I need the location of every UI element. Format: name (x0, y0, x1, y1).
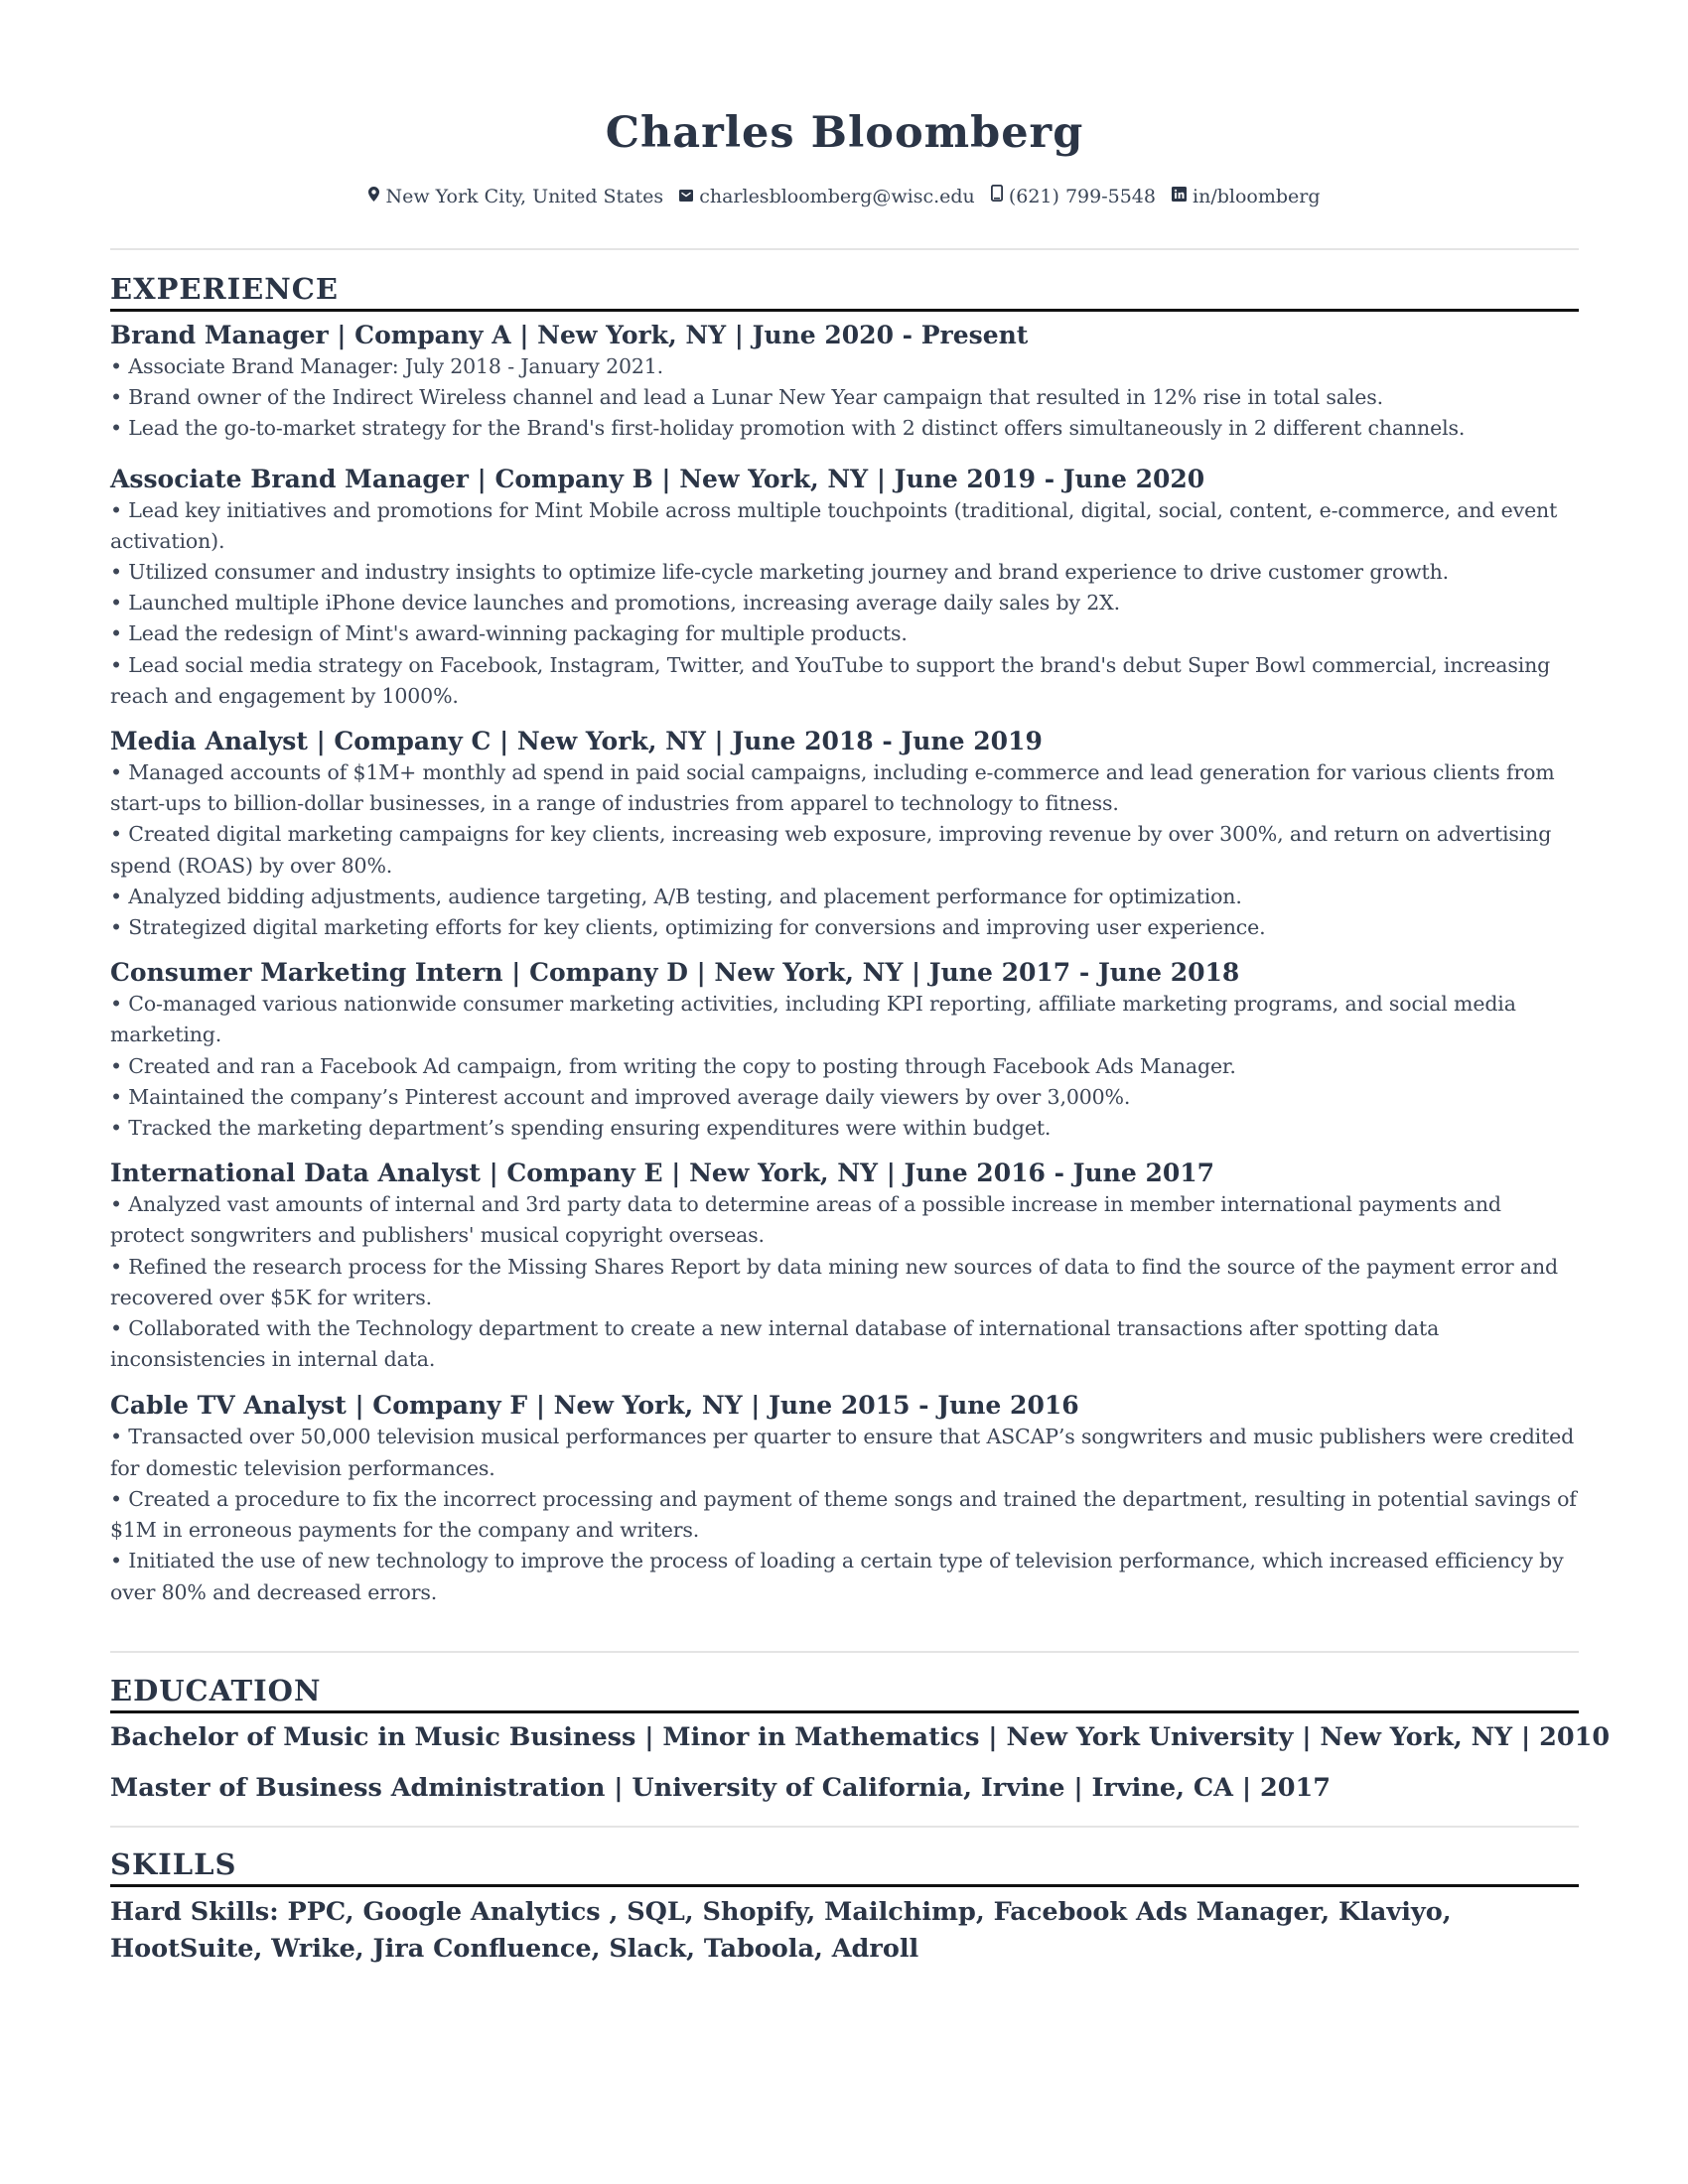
job-bullet: • Created and ran a Facebook Ad campaign, from writing the copy to posting through Facebook Ads Manager. (110, 1053, 1236, 1078)
experience-list (110, 319, 1579, 1608)
job-bullet: • Strategized digital marketing efforts for key clients, optimizing for conversions and improving user experience. (110, 915, 1266, 940)
contact-email[interactable] (679, 183, 975, 211)
job-entry (110, 956, 1579, 1144)
job-title: Associate Brand Manager | Company B | New York, NY | June 2019 - June 2020 (110, 464, 1205, 493)
job-bullet: • Lead social media strategy on Facebook, Instagram, Twitter, and YouTube to support the brand's debut Super Bowl commercial, increasing reach and engagement by 1000%. (110, 652, 1551, 708)
education-item: Master of Business Administration | University of California, Irvine | Irvine, CA | 2017 (110, 1773, 1331, 1803)
job-bullet: • Lead key initiatives and promotions for Mint Mobile across multiple touchpoints (traditional, digital, social, content, e-commerce, and event activation). (110, 497, 1558, 553)
hard-skills-text: Hard Skills: PPC, Google Analytics , SQL, Shopify, Mailchimp, Facebook Ads Manager, Klaviyo, HootSuite, Wrike, Jira Confluence, Slack, Taboola, Adroll (110, 1897, 1452, 1964)
job-entry (110, 1389, 1579, 1607)
job-bullet: • Tracked the marketing department’s spending ensuring expenditures were within budget. (110, 1116, 1052, 1141)
job-bullet: • Launched multiple iPhone device launches and promotions, increasing average daily sales by 2X. (110, 591, 1120, 615)
job-bullet: • Created a procedure to fix the incorrect processing and payment of theme songs and trained the department, resulting in potential savings of $1M in erroneous payments for the company and writers. (110, 1486, 1577, 1543)
job-entry (110, 1157, 1579, 1375)
job-bullet: • Lead the go-to-market strategy for the Brand's first-holiday promotion with 2 distinct offers simultaneously in 2 different channels. (110, 416, 1466, 441)
job-bullet: • Transacted over 50,000 television musical performances per quarter to ensure that ASCAP’s songwriters and music publishers were credited for domestic television performances. (110, 1425, 1575, 1480)
contact-linkedin-text[interactable]: in/bloomberg (1193, 186, 1321, 207)
experience-heading: EXPERIENCE (110, 271, 1579, 312)
linkedin-icon (1172, 182, 1187, 209)
job-bullet: • Utilized consumer and industry insights to optimize life-cycle marketing journey and brand experience to drive customer growth. (110, 560, 1450, 585)
job-bullet: • Refined the research process for the Missing Shares Report by data mining new sources of data to find the source of the payment error and recovered over $5K for writers. (110, 1254, 1559, 1309)
phone-icon (991, 182, 1003, 209)
job-bullet: • Co-managed various nationwide consumer marketing activities, including KPI reporting, affiliate marketing programs, and social media marketing. (110, 992, 1516, 1047)
job-title: Consumer Marketing Intern | Company D | New York, NY | June 2017 - June 2018 (110, 958, 1240, 988)
job-entry (110, 725, 1579, 943)
contact-email-text[interactable]: charlesbloomberg@wisc.edu (699, 186, 975, 207)
job-title: Media Analyst | Company C | New York, NY | June 2018 - June 2019 (110, 727, 1043, 756)
contact-linkedin[interactable] (1172, 183, 1321, 211)
job-bullet: • Collaborated with the Technology department to create a new internal database of international transactions after spotting data inconsistencies in internal data. (110, 1316, 1440, 1372)
job-bullet: • Initiated the use of new technology to improve the process of loading a certain type of television performance, which increased efficiency by over 80% and decreased errors. (110, 1549, 1564, 1604)
job-entry (110, 319, 1579, 445)
contact-line (110, 183, 1579, 211)
education-list (110, 1720, 1611, 1822)
job-entry (110, 463, 1579, 712)
job-bullet: • Associate Brand Manager: July 2018 - January 2021. (110, 354, 664, 378)
job-bullet: • Maintained the company’s Pinterest account and improved average daily viewers by over 3,000%. (110, 1084, 1131, 1109)
contact-phone-text[interactable]: (621) 799-5548 (1008, 186, 1156, 207)
education-divider (110, 1826, 1579, 1828)
experience-divider (110, 1651, 1579, 1653)
job-bullet: • Managed accounts of $1M+ monthly ad spend in paid social campaigns, including e-commerce and lead generation for various clients from start-ups to billion-dollar businesses, in a range of industries from apparel to technology to fitness. (110, 760, 1555, 816)
contact-phone[interactable] (991, 183, 1156, 211)
job-bullet: • Analyzed vast amounts of internal and 3rd party data to determine areas of a possible increase in member international payments and protect songwriters and publishers' musical copyright overseas. (110, 1192, 1501, 1248)
skills-heading: SKILLS (110, 1846, 1579, 1887)
job-bullet: • Brand owner of the Indirect Wireless channel and lead a Lunar New Year campaign that resulted in 12% rise in total sales. (110, 385, 1383, 410)
skills-block (110, 1894, 1579, 1968)
location-pin-icon (368, 182, 379, 209)
job-bullet: • Created digital marketing campaigns for key clients, increasing web exposure, improving revenue by over 300%, and return on advertising spend (ROAS) by over 80%. (110, 822, 1552, 878)
contact-location-text: New York City, United States (385, 186, 664, 207)
email-icon (679, 182, 693, 209)
job-title: International Data Analyst | Company E | New York, NY | June 2016 - June 2017 (110, 1159, 1215, 1188)
education-heading: EDUCATION (110, 1673, 1579, 1713)
job-bullet: • Analyzed bidding adjustments, audience targeting, A/B testing, and placement performance for optimization. (110, 884, 1242, 908)
job-title: Cable TV Analyst | Company F | New York, NY | June 2015 - June 2016 (110, 1391, 1079, 1421)
contact-location (368, 183, 663, 211)
candidate-name: Charles Bloomberg (605, 108, 1084, 158)
job-bullet: • Lead the redesign of Mint's award-winning packaging for multiple products. (110, 621, 908, 646)
header-divider (110, 248, 1579, 250)
job-title: Brand Manager | Company A | New York, NY | June 2020 - Present (110, 321, 1029, 349)
education-item: Bachelor of Music in Music Business | Minor in Mathematics | New York University | New York, NY | 2010 (110, 1722, 1611, 1752)
